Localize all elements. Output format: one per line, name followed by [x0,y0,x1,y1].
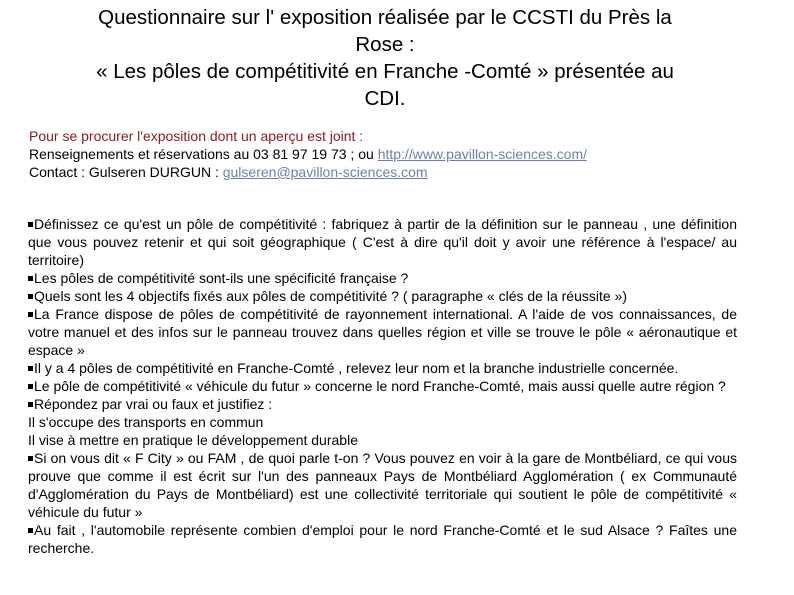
question-9 [28,521,737,557]
title-line-1: Questionnaire sur l' exposition réalisée par le CCSTI du Près la [98,6,672,29]
question-8 [28,449,737,521]
title-line-3: « Les pôles de compétitivité en Franche -Comté » présentée au [96,60,674,83]
question-1 [28,215,737,269]
website-link[interactable]: http://www.pavillon-sciences.com/ [377,146,587,162]
square-bullet-icon [28,294,33,299]
question-6-text: Le pôle de compétitivité « véhicule du futur » concerne le nord Franche-Comté, mais aussi quelle autre région ? [34,378,726,394]
procure-text: Pour se procurer l'exposition dont un aperçu est joint : [29,128,364,144]
question-6 [28,377,737,395]
reservations-text: Renseignements et réservations au 03 81 97 19 73 ; ou [29,146,378,162]
square-bullet-icon [28,366,33,371]
square-bullet-icon [28,456,33,461]
question-9-text: Au fait , l'automobile représente combien d'emploi pour le nord Franche-Comté et le sud Alsace ? Faîtes une recherche. [28,522,737,556]
question-8-text: Si on vous dit « F City » ou FAM , de quoi parle t-on ? Vous pouvez en voir à la gare de Montbéliard, ce qui vous prouve que comme il est écrit sur l'un des panneaux Pays de Montbéliard Agglomération ( ex Communauté d'Agglomération du Pays de Montbéliard) est une collectivité territoriale qui soutient le pôle de compétitivité « véhicule du futur » [28,450,737,520]
question-1-text: Définissez ce qu'est un pôle de compétitivité : fabriquez à partir de la définition sur le panneau , une définition que vous pouvez retenir et qui soit géographique ( C'est à dire qu'il doit y avoir une référence à l'espace/ au territoire) [28,216,737,268]
statement-1: Il s'occupe des transports en commun [28,414,264,430]
contact-line [29,163,749,181]
question-5-text: Il y a 4 pôles de compétitivité en Franche-Comté , relevez leur nom et la branche industrielle concernée. [34,360,679,376]
question-5 [28,359,737,377]
square-bullet-icon [28,222,33,227]
square-bullet-icon [28,276,33,281]
square-bullet-icon [28,384,33,389]
page-title [20,4,750,112]
info-block [29,127,749,181]
title-line-2: Rose : [355,33,415,56]
title-line-4: CDI. [364,87,406,110]
questions-list [28,215,737,557]
question-4-text: La France dispose de pôles de compétitivité de rayonnement international. A l'aide de vos connaissances, de votre manuel et des infos sur le panneau trouvez dans quelles région et ville se trouve le pôle « aéronautique et espace » [28,306,737,358]
reservations-line [29,145,749,163]
question-3 [28,287,737,305]
square-bullet-icon [28,528,33,533]
square-bullet-icon [28,312,33,317]
question-3-text: Quels sont les 4 objectifs fixés aux pôles de compétitivité ? ( paragraphe « clés de la réussite ») [34,288,627,304]
question-7-text: Répondez par vrai ou faux et justifiez : [34,396,273,412]
question-2 [28,269,737,287]
question-7 [28,395,737,413]
contact-text: Contact : Gulseren DURGUN : [29,164,223,180]
question-4 [28,305,737,359]
statement-2: Il vise à mettre en pratique le développement durable [28,432,358,448]
contact-email-link[interactable]: gulseren@pavillon-sciences.com [222,164,428,180]
square-bullet-icon [28,402,33,407]
question-2-text: Les pôles de compétitivité sont-ils une spécificité française ? [34,270,409,286]
